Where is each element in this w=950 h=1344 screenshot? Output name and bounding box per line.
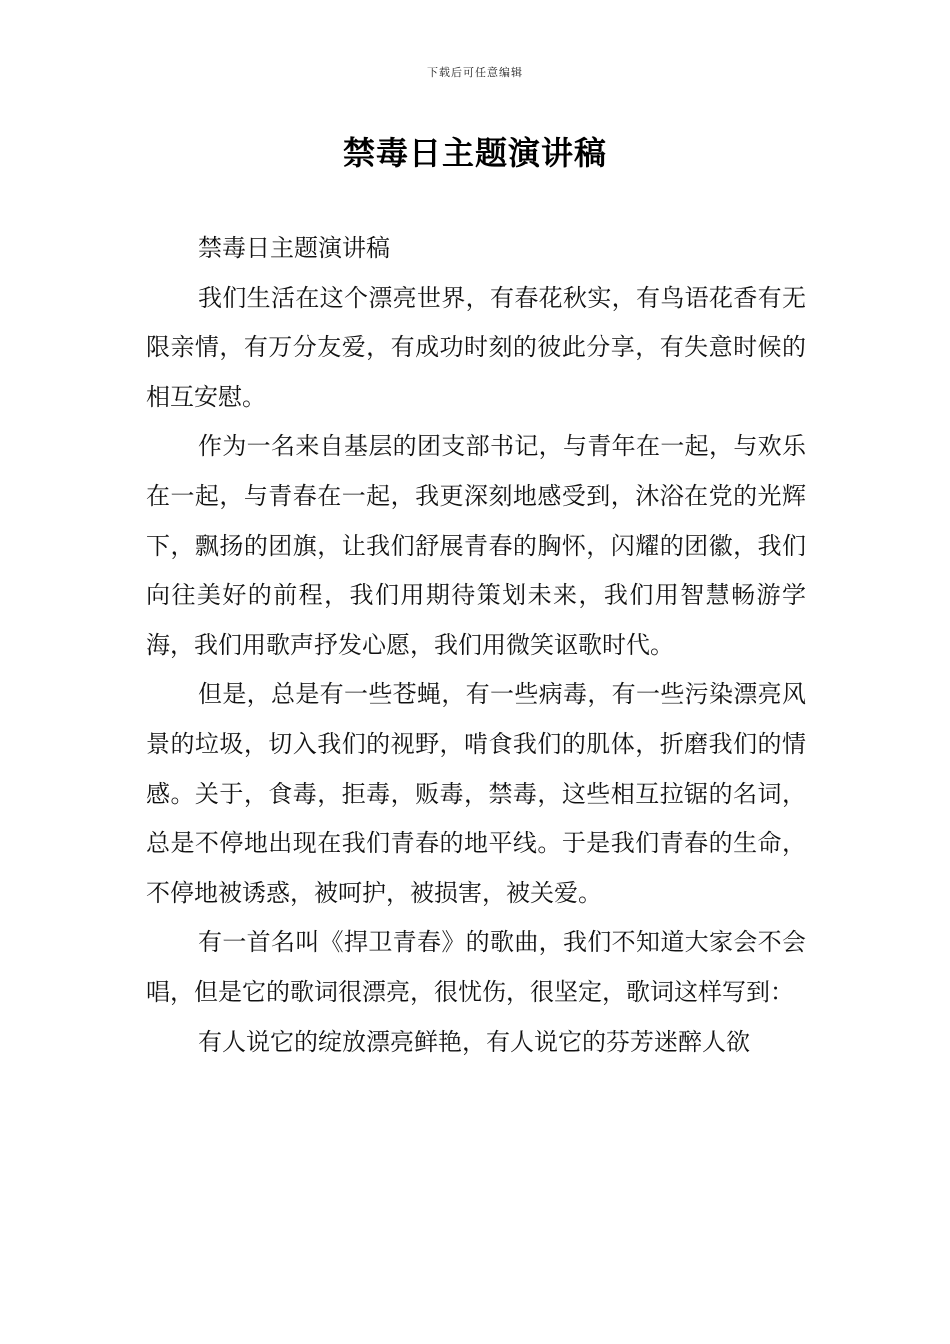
- paragraph: 我们生活在这个漂亮世界，有春花秋实，有鸟语花香有无限亲情，有万分友爱，有成功时刻的彼此分享，有失意时候的相互安慰。: [146, 283, 806, 411]
- paragraph: 有人说它的绽放漂亮鲜艳，有人说它的芬芳迷醉人欲: [198, 1027, 750, 1056]
- paragraph: 作为一名来自基层的团支部书记，与青年在一起，与欢乐在一起，与青春在一起，我更深刻地感受到，沐浴在党的光辉下，飘扬的团旗，让我们舒展青春的胸怀，闪耀的团徽，我们向往美好的前程，我们用期待策划未来，我们用智慧畅游学海，我们用歌声抒发心愿，我们用微笑讴歌时代。: [146, 432, 806, 659]
- document-body: [146, 224, 806, 1067]
- paragraph-subtitle: 禁毒日主题演讲稿: [198, 234, 390, 262]
- paragraph: 有一首名叫《捍卫青春》的歌曲，我们不知道大家会不会唱，但是它的歌词很漂亮，很忧伤，很坚定，歌词这样写到：: [146, 928, 806, 1006]
- header-note: 下载后可任意编辑: [427, 66, 523, 79]
- document-title: 禁毒日主题演讲稿: [342, 134, 607, 172]
- paragraph: 但是，总是有一些苍蝇，有一些病毒，有一些污染漂亮风景的垃圾，切入我们的视野，啃食我们的肌体，折磨我们的情感。关于，食毒，拒毒，贩毒，禁毒，这些相互拉锯的名词，总是不停地出现在我们青春的地平线。于是我们青春的生命，不停地被诱惑，被呵护，被损害，被关爱。: [146, 680, 806, 907]
